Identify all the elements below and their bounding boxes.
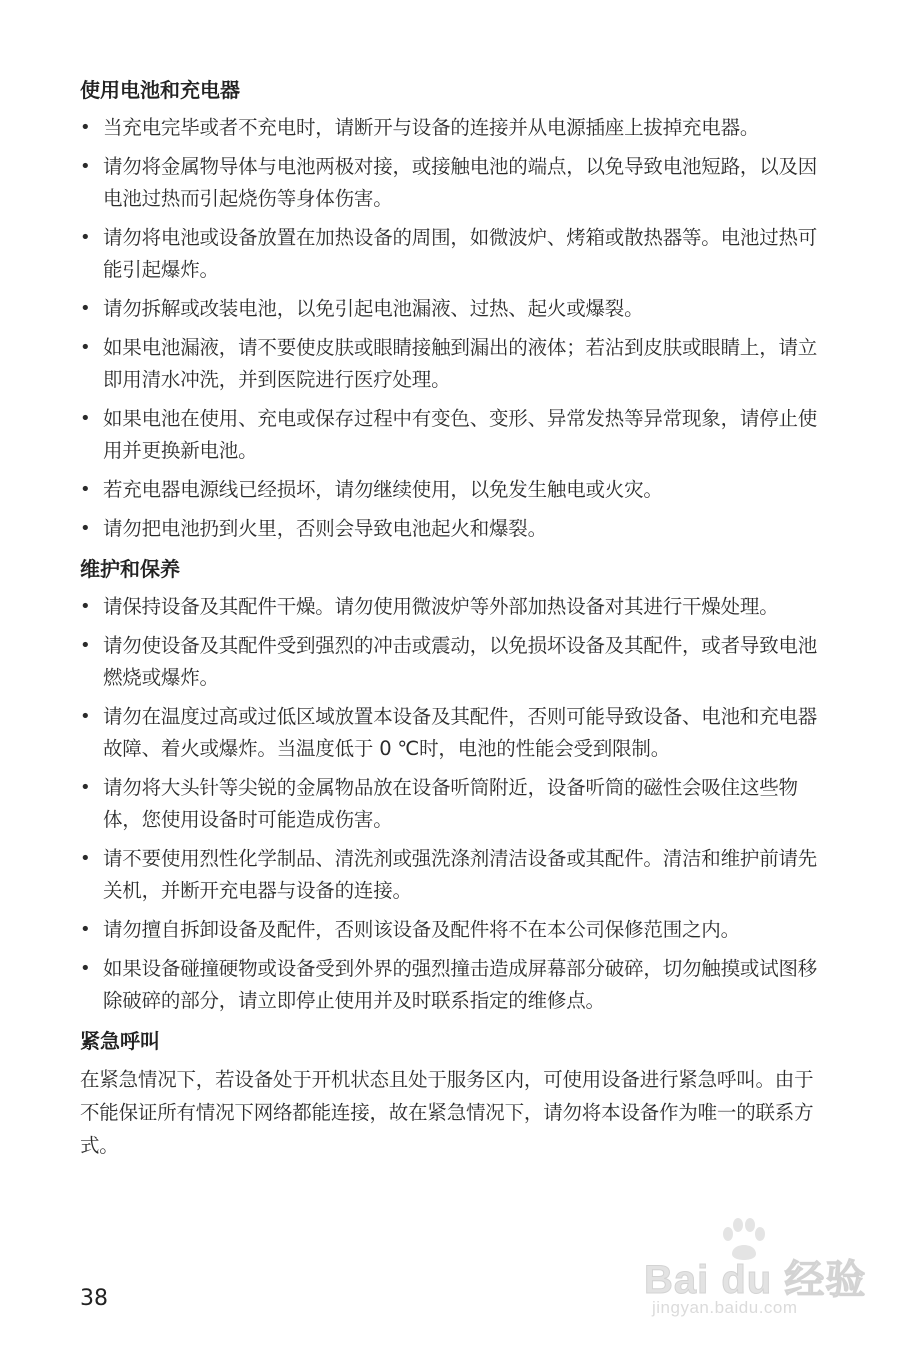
- list-item: [80, 843, 820, 907]
- bullet-icon: •: [80, 958, 91, 979]
- paragraph: 在紧急情况下，若设备处于开机状态且处于服务区内，可使用设备进行紧急呼叫。由于不能保证所有情况下网络都能连接，故在紧急情况下，请勿将本设备作为唯一的联系方式。: [80, 1068, 814, 1157]
- list-item: [80, 591, 820, 623]
- list-item-text: 请勿在温度过高或过低区域放置本设备及其配件，否则可能导致设备、电池和充电器故障、着火或爆炸。当温度低于 0 ℃时，电池的性能会受到限制。: [103, 705, 818, 760]
- document-page: [80, 74, 820, 1162]
- bullet-icon: •: [80, 848, 91, 869]
- list-item: [80, 474, 820, 506]
- list-item-text: 请勿将电池或设备放置在加热设备的周围，如微波炉、烤箱或散热器等。电池过热可能引起爆炸。: [103, 226, 818, 281]
- bullet-icon: •: [80, 156, 91, 177]
- bullet-icon: •: [80, 117, 91, 138]
- bullet-icon: •: [80, 408, 91, 429]
- list-item: [80, 293, 820, 325]
- bullet-list: [80, 112, 820, 545]
- list-item: [80, 403, 820, 467]
- list-item-text: 如果设备碰撞硬物或设备受到外界的强烈撞击造成屏幕部分破碎，切勿触摸或试图移除破碎的部分，请立即停止使用并及时联系指定的维修点。: [103, 957, 818, 1012]
- section-title: 使用电池和充电器: [80, 78, 240, 102]
- list-item-text: 当充电完毕或者不充电时，请断开与设备的连接并从电源插座上拔掉充电器。: [103, 116, 760, 139]
- list-item-text: 请勿拆解或改装电池，以免引起电池漏液、过热、起火或爆裂。: [103, 297, 644, 320]
- list-item-text: 若充电器电源线已经损坏，请勿继续使用，以免发生触电或火灾。: [103, 478, 663, 501]
- list-item-text: 请勿使设备及其配件受到强烈的冲击或震动，以免损坏设备及其配件，或者导致电池燃烧或爆炸。: [103, 634, 818, 689]
- list-item-text: 请不要使用烈性化学制品、清洗剂或强洗涤剂清洁设备或其配件。清洁和维护前请先关机，并断开充电器与设备的连接。: [103, 847, 818, 902]
- section-title: 维护和保养: [80, 557, 180, 581]
- list-item-text: 请勿将金属物导体与电池两极对接，或接触电池的端点，以免导致电池短路，以及因电池过热而引起烧伤等身体伤害。: [103, 155, 818, 210]
- list-item: [80, 513, 820, 545]
- list-item: [80, 772, 820, 836]
- list-item: [80, 222, 820, 286]
- bullet-icon: •: [80, 337, 91, 358]
- section-emergency-call: [80, 1025, 820, 1162]
- bullet-icon: •: [80, 227, 91, 248]
- list-item: [80, 112, 820, 144]
- bullet-icon: •: [80, 706, 91, 727]
- list-item-text: 如果电池漏液，请不要使皮肤或眼睛接触到漏出的液体；若沾到皮肤或眼睛上，请立即用清水冲洗，并到医院进行医疗处理。: [103, 336, 818, 391]
- list-item-text: 如果电池在使用、充电或保存过程中有变色、变形、异常发热等异常现象，请停止使用并更换新电池。: [103, 407, 818, 462]
- list-item-text: 请勿擅自拆卸设备及配件，否则该设备及配件将不在本公司保修范围之内。: [103, 918, 740, 941]
- bullet-icon: •: [80, 635, 91, 656]
- list-item: [80, 332, 820, 396]
- list-item: [80, 701, 820, 765]
- list-item: [80, 151, 820, 215]
- watermark-url: jingyan.baidu.com: [652, 1298, 798, 1317]
- watermark-logo: Bai du 经验: [644, 1258, 867, 1302]
- bullet-icon: •: [80, 777, 91, 798]
- bullet-icon: •: [80, 919, 91, 940]
- list-item: [80, 953, 820, 1017]
- bullet-icon: •: [80, 479, 91, 500]
- list-item-text: 请勿把电池扔到火里，否则会导致电池起火和爆裂。: [103, 517, 547, 540]
- list-item: [80, 630, 820, 694]
- list-item-text: 请勿将大头针等尖锐的金属物品放在设备听筒附近，设备听筒的磁性会吸住这些物体，您使用设备时可能造成伤害。: [103, 776, 798, 831]
- bullet-icon: •: [80, 298, 91, 319]
- bullet-icon: •: [80, 518, 91, 539]
- list-item: [80, 914, 820, 946]
- section-title: 紧急呼叫: [80, 1029, 160, 1053]
- bullet-icon: •: [80, 596, 91, 617]
- bullet-list: [80, 591, 820, 1017]
- page-number: 38: [80, 1286, 108, 1311]
- section-maintenance: [80, 553, 820, 1017]
- section-battery-charger: [80, 74, 820, 545]
- baidu-watermark: [640, 1218, 870, 1328]
- list-item-text: 请保持设备及其配件干燥。请勿使用微波炉等外部加热设备对其进行干燥处理。: [103, 595, 779, 618]
